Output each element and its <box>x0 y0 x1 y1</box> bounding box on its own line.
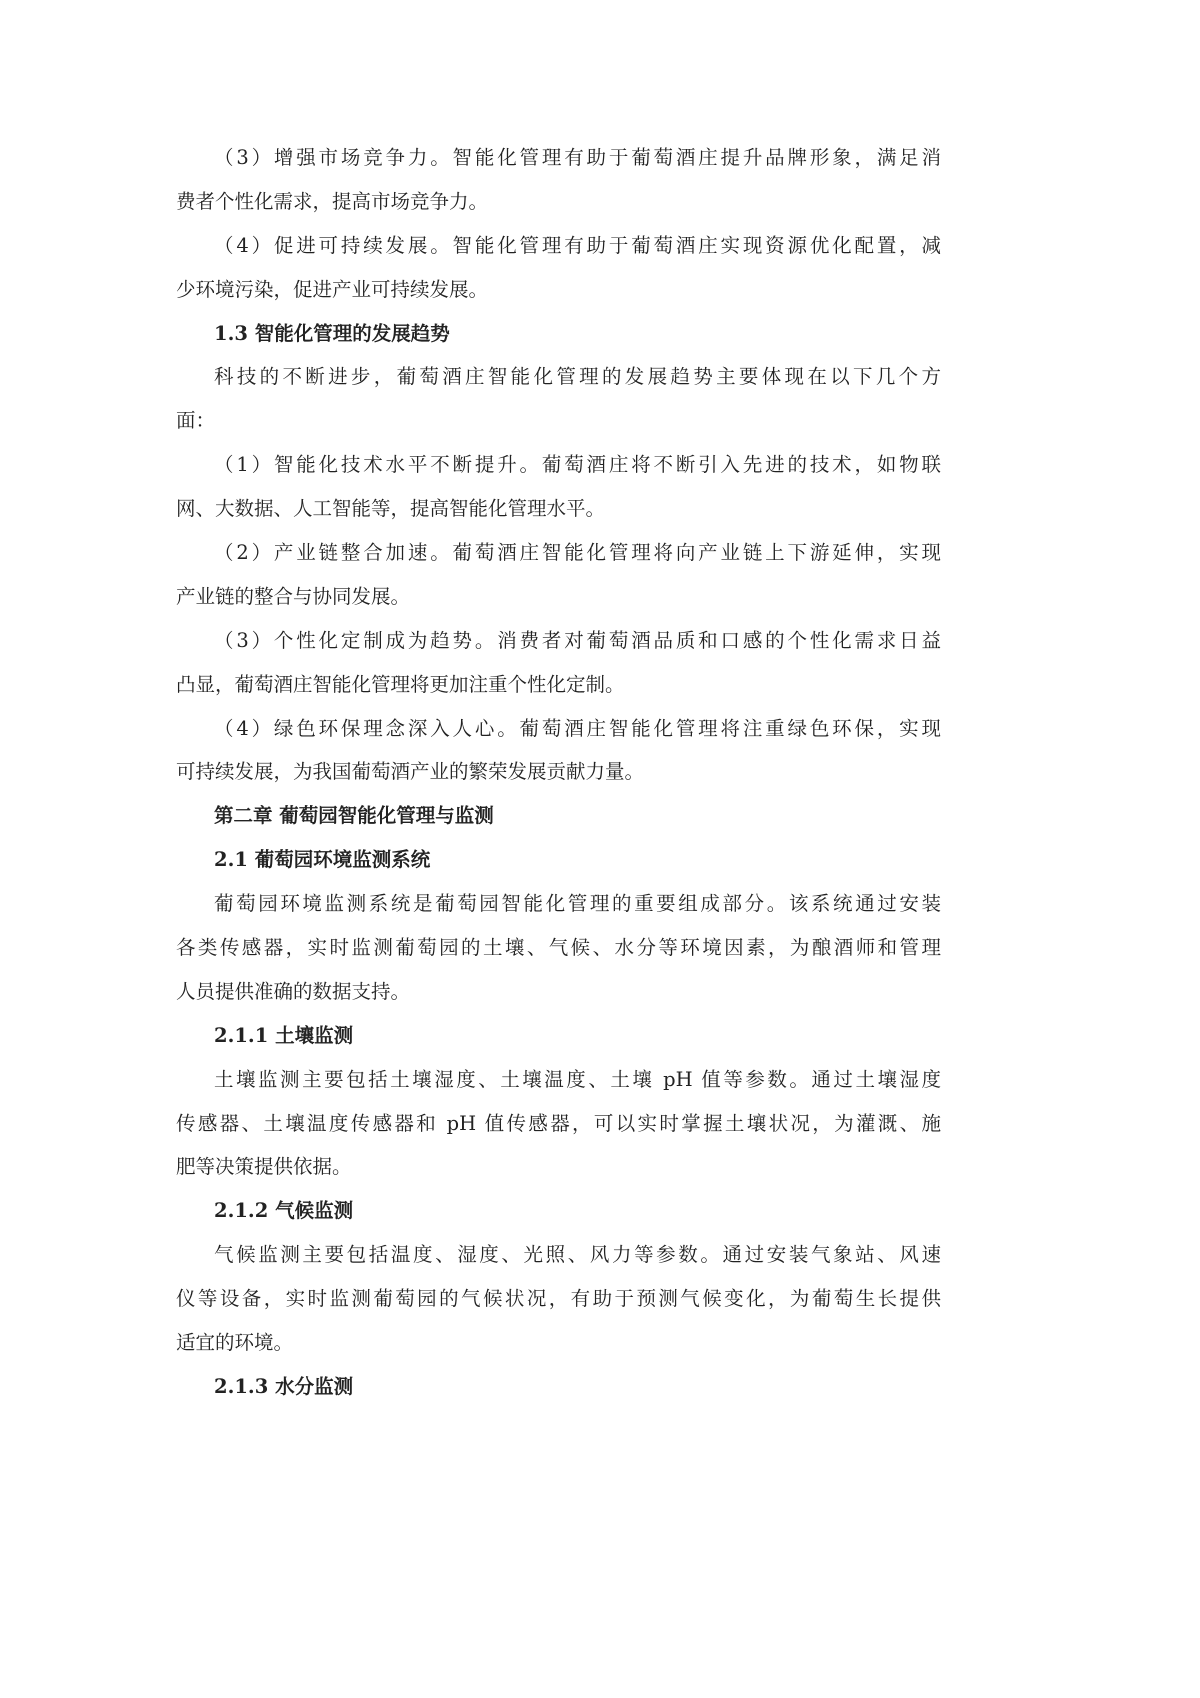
paragraph <box>176 443 941 531</box>
paragraph-line: 适宜的环境。 <box>176 1331 294 1355</box>
paragraph-line: 土壤监测主要包括土壤湿度、土壤温度、土壤 pH 值等参数。通过土壤湿度 <box>214 1067 941 1091</box>
paragraph-line: （2）产业链整合加速。葡萄酒庄智能化管理将向产业链上下游延伸，实现 <box>214 541 941 565</box>
paragraph-line: 可持续发展，为我国葡萄酒产业的繁荣发展贡献力量。 <box>176 760 645 784</box>
paragraph-line: 传感器、土壤温度传感器和 pH 值传感器，可以实时掌握土壤状况，为灌溉、施 <box>176 1111 941 1135</box>
paragraph-line: （3）增强市场竞争力。智能化管理有助于葡萄酒庄提升品牌形象，满足消 <box>214 146 941 169</box>
paragraph-line: 费者个性化需求，提高市场竞争力。 <box>176 189 489 213</box>
paragraph-line: 产业链的整合与协同发展。 <box>176 584 411 608</box>
paragraph-line: 网、大数据、人工智能等，提高智能化管理水平。 <box>176 497 606 521</box>
paragraph <box>176 355 941 443</box>
paragraph <box>176 531 941 619</box>
section-heading: 2.1.1 土壤监测 <box>214 1023 354 1047</box>
section-heading: 第二章 葡萄园智能化管理与监测 <box>214 804 494 828</box>
paragraph <box>176 1058 941 1190</box>
paragraph <box>176 224 941 312</box>
paragraph-line: 人员提供准确的数据支持。 <box>176 979 411 1003</box>
section-heading: 2.1.2 气候监测 <box>214 1199 354 1223</box>
section-heading: 2.1 葡萄园环境监测系统 <box>214 848 431 872</box>
paragraph-line: （3）个性化定制成为趋势。消费者对葡萄酒品质和口感的个性化需求日益 <box>214 628 941 652</box>
paragraph-line: 科技的不断进步，葡萄酒庄智能化管理的发展趋势主要体现在以下几个方 <box>214 365 941 389</box>
paragraph <box>176 619 941 707</box>
document-page <box>176 136 941 1409</box>
paragraph <box>176 136 941 224</box>
paragraph <box>176 1233 941 1365</box>
paragraph-line: 葡萄园环境监测系统是葡萄园智能化管理的重要组成部分。该系统通过安装 <box>214 892 941 916</box>
paragraph-line: （1）智能化技术水平不断提升。葡萄酒庄将不断引入先进的技术，如物联 <box>214 453 941 477</box>
paragraph <box>176 707 941 795</box>
paragraph <box>176 882 941 1014</box>
paragraph-line: 凸显，葡萄酒庄智能化管理将更加注重个性化定制。 <box>176 672 625 696</box>
paragraph-line: （4）促进可持续发展。智能化管理有助于葡萄酒庄实现资源优化配置，减 <box>214 233 941 257</box>
paragraph-line: 各类传感器，实时监测葡萄园的土壤、气候、水分等环境因素，为酿酒师和管理 <box>176 936 941 960</box>
paragraph-line: 气候监测主要包括温度、湿度、光照、风力等参数。通过安装气象站、风速 <box>214 1243 941 1267</box>
section-heading: 1.3 智能化管理的发展趋势 <box>214 321 450 345</box>
section-heading: 2.1.3 水分监测 <box>214 1374 354 1398</box>
paragraph-line: 肥等决策提供依据。 <box>176 1155 352 1179</box>
paragraph-line: 少环境污染，促进产业可持续发展。 <box>176 277 489 301</box>
paragraph-line: 面： <box>176 409 216 433</box>
paragraph-line: （4）绿色环保理念深入人心。葡萄酒庄智能化管理将注重绿色环保，实现 <box>214 716 941 740</box>
paragraph-line: 仪等设备，实时监测葡萄园的气候状况，有助于预测气候变化，为葡萄生长提供 <box>176 1287 941 1311</box>
